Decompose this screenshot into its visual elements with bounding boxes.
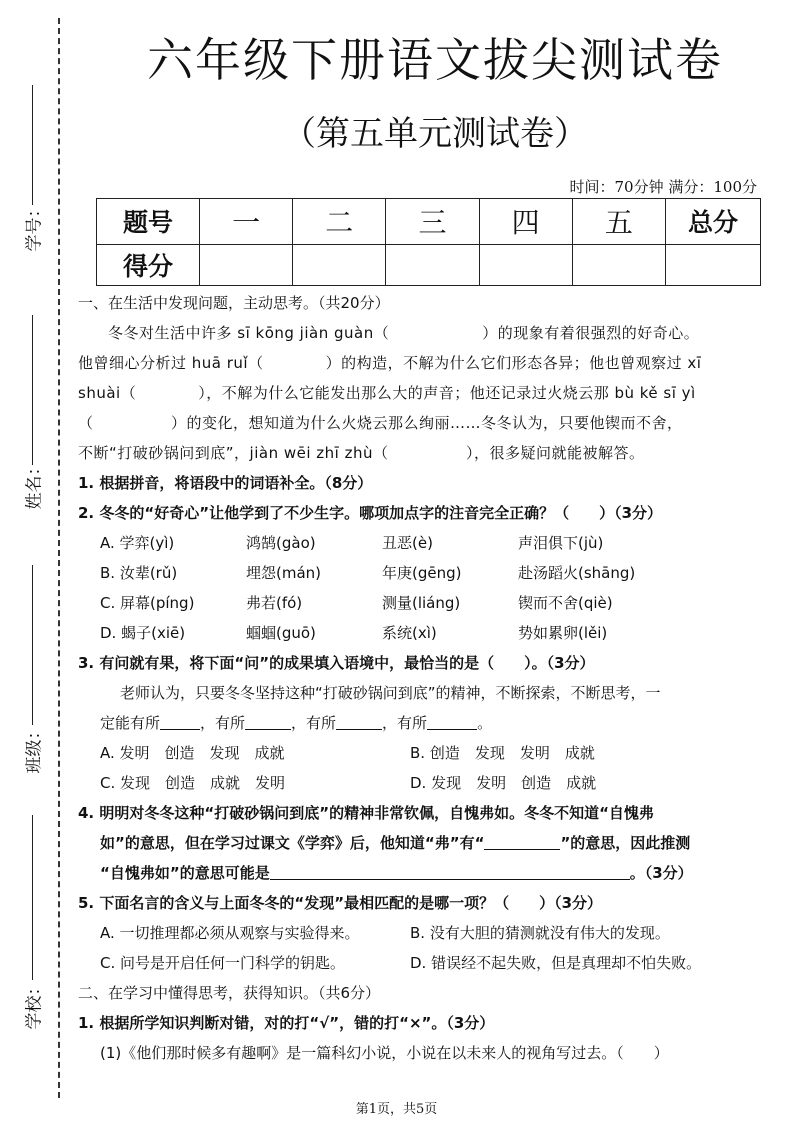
option-text: B. 创造 发现 发明 成就	[410, 744, 595, 762]
section2-heading: 二、在学习中懂得思考，获得知识。（共6分）	[78, 984, 381, 1002]
option-text: 弗若(fó)	[246, 594, 303, 612]
question-1-4: 4. 明明对冬冬这种“打破砂锅问到底”的精神非常钦佩，自愧弗如。冬冬不知道“自愧弗	[78, 804, 654, 822]
question-2-1: 1. 根据所学知识判断对错，对的打“√”，错的打“×”。（3分）	[78, 1014, 495, 1032]
score-cell-label: 题号	[97, 199, 200, 245]
q4-text: 。（3分）	[629, 864, 693, 882]
q4-text: 如”的意思，但在学习过课文《学弈》后，他知道“弗”有“	[100, 834, 485, 852]
option-text: 测量(liáng)	[382, 594, 461, 612]
student-no-label: 学号：	[24, 200, 45, 252]
name-label: 姓名：	[24, 458, 45, 510]
score-input-total[interactable]	[666, 244, 761, 285]
score-cell-total: 总分	[666, 199, 761, 245]
time-score-info: 时间：70分钟 满分：100分	[569, 178, 757, 196]
score-row-label: 得分	[97, 244, 200, 285]
question-1-2: 2. 冬冬的“好奇心”让他学到了不少生字。哪项加点字的注音完全正确？（ ）（3分）	[78, 504, 663, 522]
option-text: D. 错误经不起失败，但是真理却不怕失败。	[410, 954, 702, 972]
name-underline	[32, 315, 33, 465]
q3-options-row-1	[78, 738, 768, 768]
q2-option-a	[78, 528, 768, 558]
option-text: 势如累卵(lěi)	[518, 624, 608, 642]
option-text: A. 发明 创造 发现 成就	[100, 744, 285, 762]
answer-blank[interactable]	[484, 831, 560, 850]
school-underline	[32, 815, 33, 980]
student-no-field	[8, 85, 48, 265]
option-text: 丑恶(è)	[382, 534, 433, 552]
passage-line-2: 他曾细心分析过 huā ruǐ（ ）的构造，不解为什么它们形态各异；他也曾观察过 xī	[78, 354, 702, 372]
option-text: B. 没有大胆的猜测就没有伟大的发现。	[410, 924, 670, 942]
context-text: ，有所	[291, 714, 337, 732]
page-footer: 第1页，共5页	[355, 1102, 438, 1117]
option-text: B. 汝辈(rǔ)	[100, 564, 178, 582]
option-text: 鸿鹄(gào)	[246, 534, 316, 552]
context-text: 定能有所	[100, 714, 161, 732]
score-cell-5: 五	[572, 199, 665, 245]
class-underline	[32, 565, 33, 725]
student-no-underline	[32, 85, 33, 205]
q4-text: ”的意思，因此推测	[560, 834, 691, 852]
answer-blank[interactable]	[245, 711, 291, 730]
score-cell-1: 一	[200, 199, 293, 245]
score-cell-3: 三	[386, 199, 479, 245]
option-text: 年庚(gēng)	[382, 564, 462, 582]
option-text: D. 发现 发明 创造 成就	[410, 774, 597, 792]
q2-option-d	[78, 618, 768, 648]
context-text: ，有所	[382, 714, 428, 732]
score-input-1[interactable]	[200, 244, 293, 285]
option-text: D. 蝎子(xiē)	[100, 624, 186, 642]
score-table-header-row	[97, 199, 761, 245]
q5-options-row-2	[78, 948, 768, 978]
q3-context-line-1: 老师认为，只要冬冬坚持这种“打破砂锅问到底”的精神，不断探索，不断思考，一	[120, 684, 661, 702]
passage-line-5: 不断“打破砂锅问到底”，jiàn wēi zhī zhù（ ），很多疑问就能被解答。	[78, 444, 645, 462]
passage-line-4: （ ）的变化，想知道为什么火烧云那么绚丽……冬冬认为，只要他锲而不舍，	[78, 414, 683, 432]
q4-text: “自愧弗如”的意思可能是	[100, 864, 270, 882]
score-input-4[interactable]	[479, 244, 572, 285]
question-2-1-1: (1)《他们那时候多有趣啊》是一篇科幻小说，小说在以未来人的视角写过去。（ ）	[100, 1044, 669, 1062]
answer-blank[interactable]	[270, 861, 630, 880]
score-input-2[interactable]	[293, 244, 386, 285]
question-1-3: 3. 有问就有果，将下面“问”的成果填入语境中，最恰当的是（ ）。（3分）	[78, 654, 595, 672]
option-text: 赴汤蹈火(shāng)	[518, 564, 636, 582]
option-text: C. 问号是开启任何一门科学的钥匙。	[100, 954, 346, 972]
question-1-1: 1. 根据拼音，将语段中的词语补全。（8分）	[78, 474, 373, 492]
q3-options-row-2	[78, 768, 768, 798]
option-text: 系统(xì)	[382, 624, 437, 642]
score-cell-4: 四	[479, 199, 572, 245]
question-1-5: 5. 下面名言的含义与上面冬冬的“发现”最相匹配的是哪一项？（ ）（3分）	[78, 894, 603, 912]
answer-blank[interactable]	[427, 711, 477, 730]
option-text: 蝈蝈(guō)	[246, 624, 316, 642]
context-text: ，有所	[200, 714, 246, 732]
option-text: A. 学弈(yì)	[100, 534, 175, 552]
school-field	[8, 815, 48, 1030]
q2-option-b	[78, 558, 768, 588]
section1-heading: 一、在生活中发现问题，主动思考。（共20分）	[78, 294, 390, 312]
score-input-3[interactable]	[386, 244, 479, 285]
passage-line-3: shuài（ ），不解为什么它能发出那么大的声音；他还记录过火烧云那 bù kě sī yì	[78, 384, 696, 402]
score-cell-2: 二	[293, 199, 386, 245]
school-label: 学校：	[24, 978, 45, 1030]
name-field	[8, 315, 48, 515]
page-subtitle: （第五单元测试卷）	[282, 114, 588, 154]
q4-line-2	[78, 828, 768, 858]
option-text: C. 发现 创造 成就 发明	[100, 774, 286, 792]
option-text: 声泪俱下(jù)	[518, 534, 604, 552]
option-text: C. 屏幕(píng)	[100, 594, 195, 612]
q5-options-row-1	[78, 918, 768, 948]
passage-line-1: 冬冬对生活中许多 sī kōng jiàn guàn（ ）的现象有着很强烈的好奇心。	[108, 324, 700, 342]
context-text: 。	[477, 714, 493, 732]
q3-context-line-2	[78, 708, 768, 738]
score-table-score-row	[97, 244, 761, 285]
q2-option-c	[78, 588, 768, 618]
answer-blank[interactable]	[160, 711, 200, 730]
page-title: 六年级下册语文拔尖测试卷	[147, 33, 723, 87]
score-table	[96, 198, 761, 286]
option-text: 埋怨(mán)	[246, 564, 322, 582]
option-text: A. 一切推理都必须从观察与实验得来。	[100, 924, 360, 942]
answer-blank[interactable]	[336, 711, 382, 730]
score-input-5[interactable]	[572, 244, 665, 285]
class-label: 班级：	[24, 722, 45, 774]
binding-dashed-line	[58, 18, 60, 1098]
class-field	[8, 565, 48, 775]
exam-content	[78, 288, 768, 1068]
option-text: 锲而不舍(qiè)	[518, 594, 613, 612]
q4-line-3	[78, 858, 768, 888]
